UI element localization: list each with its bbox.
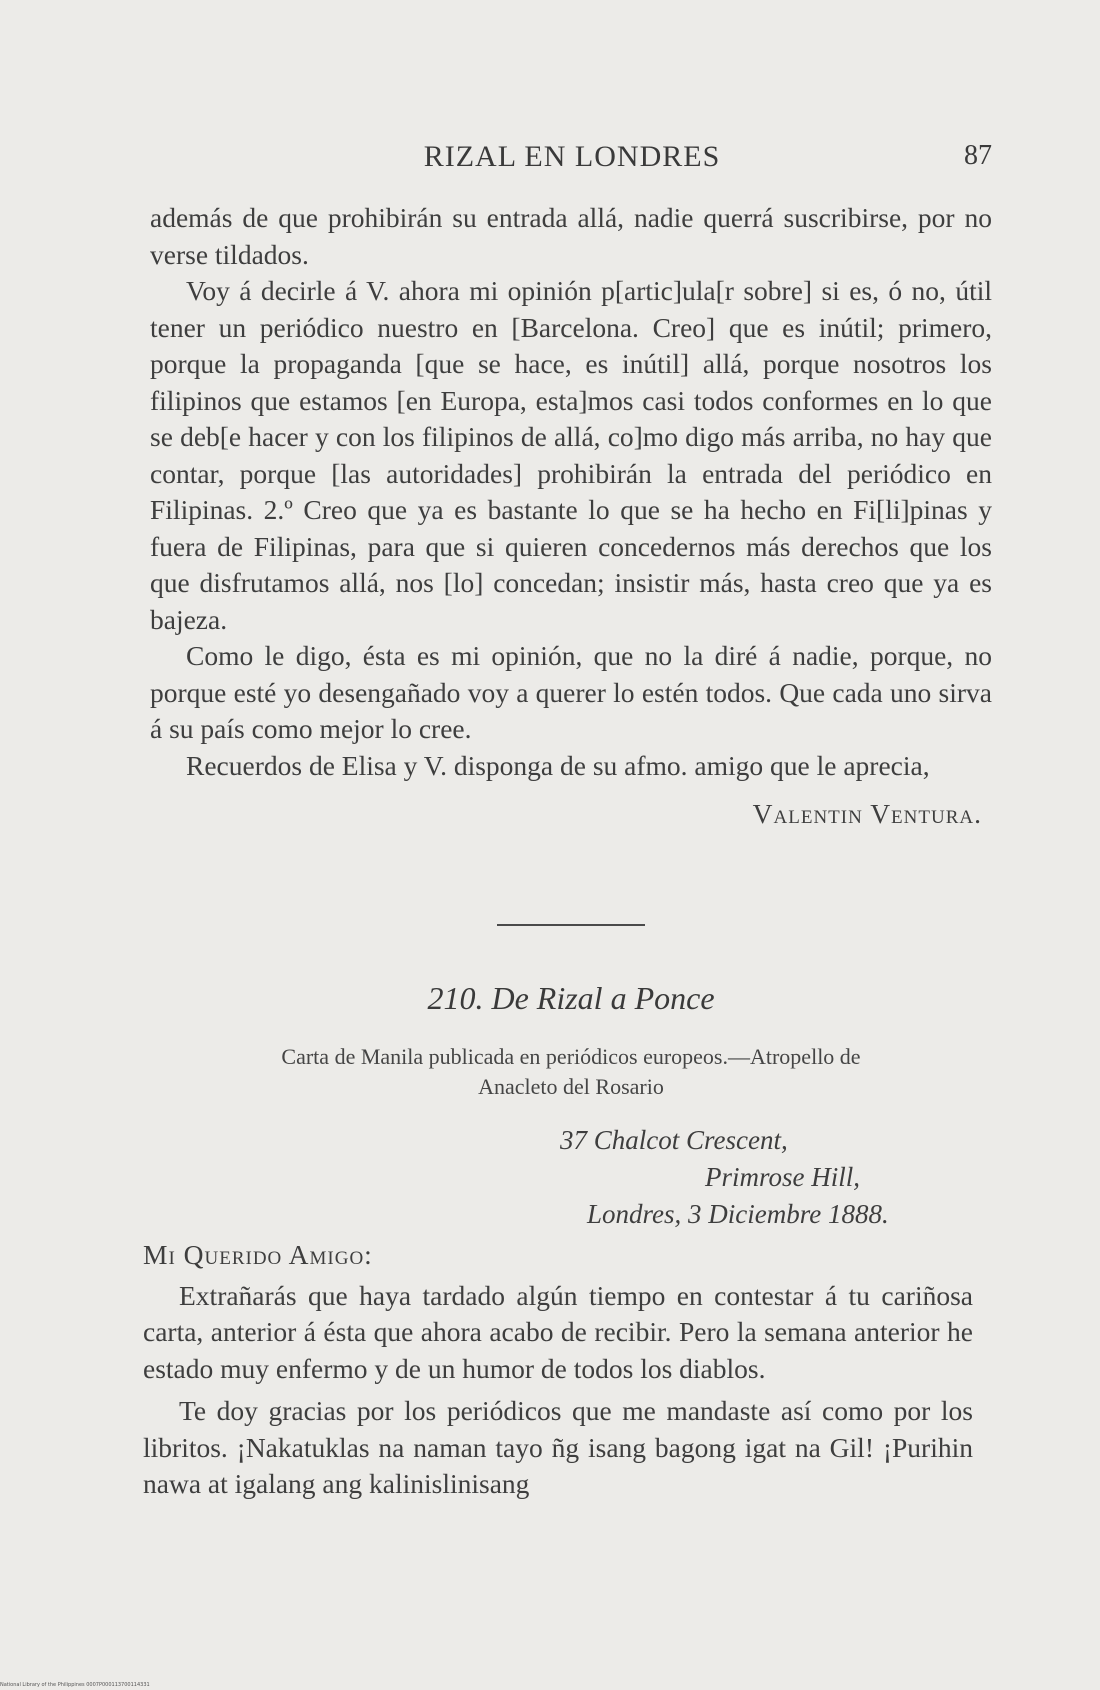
letter-address [150, 1122, 950, 1233]
letter-body [143, 1237, 973, 1503]
paragraph: además de que prohibirán su entrada allá, nadie querrá suscribirse, por no verse tildados. [150, 202, 992, 270]
letter-continuation [150, 200, 992, 833]
section-divider [497, 924, 645, 926]
paragraph: Recuerdos de Elisa y V. disponga de su afmo. amigo que le aprecia, [186, 749, 930, 781]
paragraph: Extrañarás que haya tardado algún tiempo en contestar á tu cariñosa carta, anterior á ésta que ahora acabo de recibir. Pero la semana anterior he estado muy enfermo y de un humor de todos los diablos. [143, 1279, 973, 1384]
paragraph: Como le digo, ésta es mi opinión, que no la diré á nadie, porque, no porque esté yo desengañado voy a querer lo estén todos. Que cada uno sirva á su país como mejor lo cree. [150, 640, 992, 744]
address-line: Londres, 3 Diciembre 1888. [587, 1199, 889, 1229]
page-number: 87 [964, 140, 992, 171]
address-line: 37 Chalcot Crescent, [560, 1125, 788, 1155]
summary-line: Carta de Manila publicada en periódicos europeos.—Atropello de [281, 1044, 861, 1069]
running-head: RIZAL EN LONDRES [423, 140, 721, 173]
section-summary [150, 1042, 992, 1102]
section-title: 210. De Rizal a Ponce [427, 980, 715, 1016]
salutation: Mi Querido Amigo: [143, 1239, 373, 1270]
signature: Valentin Ventura. [752, 798, 982, 829]
paragraph: Te doy gracias por los periódicos que me mandaste así como por los libritos. ¡Nakatuklas na naman tayo ñg isang bagong igat na Gil! ¡Purihin nawa at igalang ang kalinislinisang [143, 1395, 973, 1499]
summary-line: Anacleto del Rosario [478, 1074, 664, 1099]
library-footer: National Library of the Philippines 0007P000113700114331 [0, 1682, 150, 1688]
paragraph: Voy á decirle á V. ahora mi opinión p[artic]ula[r sobre] si es, ó no, útil tener un periódico nuestro en [Barcelona. Creo] que es inútil; primero, porque la propaganda [que se hace, es inútil] allá, porque nosotros los filipinos que estamos [en Europa, esta]mos casi todos conformes en lo que se deb[e hacer y con los filipinos de allá, co]mo digo más arriba, no hay que contar, porque [las autoridades] prohibirán la entrada del periódico en Filipinas. 2.º Creo que ya es bastante lo que se ha hecho en Fi[li]pinas y fuera de Filipinas, para que si quieren concedernos más derechos que los que disfrutamos allá, nos [lo] concedan; insistir más, hasta creo que ya es bajeza. [150, 275, 992, 635]
address-line: Primrose Hill, [705, 1162, 860, 1192]
page-header [152, 140, 992, 180]
